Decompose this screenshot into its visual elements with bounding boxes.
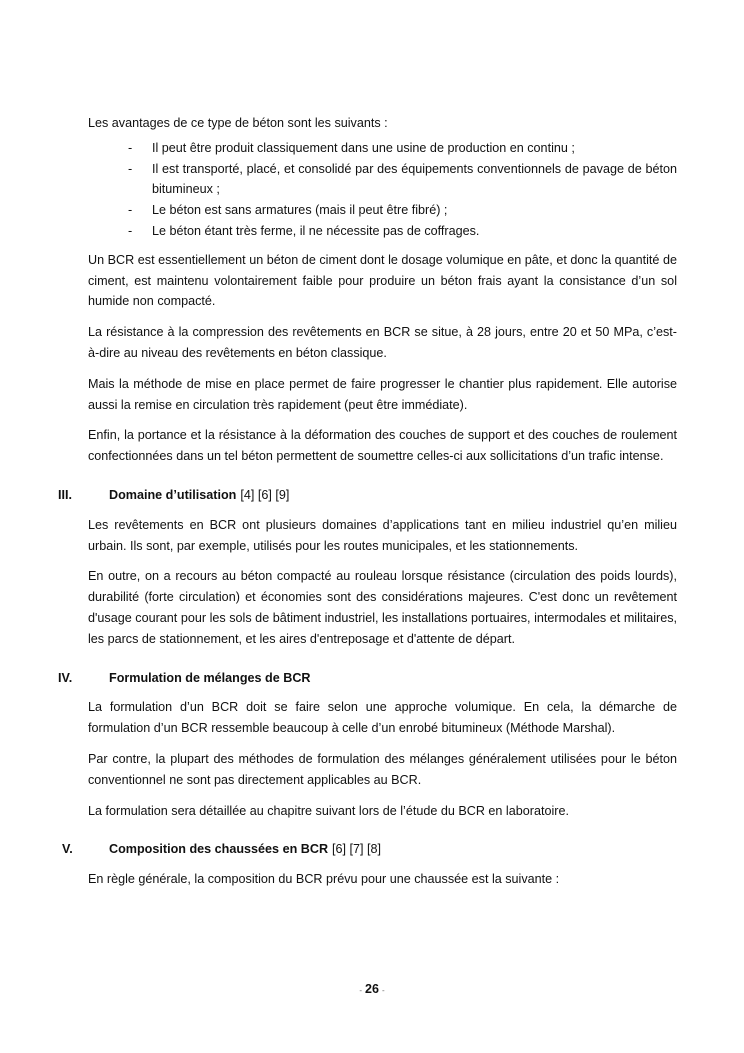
- paragraph: La formulation sera détaillée au chapitre suivant lors de l’étude du BCR en laboratoire.: [88, 803, 569, 818]
- section-title: Composition des chaussées en BCR: [109, 842, 329, 857]
- bullet-dash: -: [128, 203, 133, 218]
- section-title: Domaine d’utilisation: [109, 487, 237, 502]
- list-item: - Il est transporté, placé, et consolidé par des équipements conventionnels de pavage de béton bitumineux ;: [88, 159, 677, 201]
- section-title: Formulation de mélanges de BCR: [109, 670, 311, 685]
- bullet-dash: -: [128, 161, 133, 176]
- advantages-intro: Les avantages de ce type de béton sont les suivants :: [88, 116, 388, 130]
- page-number: 26: [365, 982, 379, 996]
- footer-tick-left: -: [359, 986, 363, 995]
- list-item: - Il peut être produit classiquement dans une usine de production en continu ;: [88, 138, 677, 159]
- paragraph: En règle générale, la composition du BCR prévu pour une chaussée est la suivante :: [88, 872, 560, 887]
- bullet-dash: -: [128, 140, 133, 155]
- advantages-list: [88, 138, 677, 242]
- page-body: [58, 113, 677, 900]
- list-item: - Le béton est sans armatures (mais il peut être fibré) ;: [88, 200, 677, 221]
- paragraph: Enfin, la portance et la résistance à la déformation des couches de support et des couches de roulement confectionnées dans un tel béton permettent de soumettre celles-ci aux sollicitations d’un trafic intense.: [88, 428, 677, 464]
- paragraph: La formulation d’un BCR doit se faire selon une approche volumique. En cela, la démarche de formulation d’un BCR ressemble beaucoup à celle d’un enrobé bitumineux (Méthode Marshal).: [88, 700, 677, 736]
- section-number: IV.: [58, 670, 73, 685]
- paragraph: Par contre, la plupart des méthodes de formulation des mélanges généralement utilisées pour le béton conventionnel ne sont pas directement applicables au BCR.: [88, 751, 677, 787]
- section-references: [6] [7] [8]: [332, 842, 382, 857]
- paragraph: Les revêtements en BCR ont plusieurs domaines d’applications tant en milieu industriel qu’en milieu urbain. Ils sont, par exemple, utilisés pour les routes municipales, et les stationnements.: [88, 517, 677, 553]
- section-number: V.: [62, 842, 73, 857]
- section-heading-iv: [58, 668, 677, 689]
- paragraph: Un BCR est essentiellement un béton de ciment dont le dosage volumique en pâte, et donc la quantité de ciment, est maintenu volontairement faible pour produire un béton frais ayant la consistance d’un sol humide non compacté.: [88, 252, 677, 309]
- section-references: [4] [6] [9]: [240, 487, 290, 502]
- page-footer: [0, 979, 744, 1002]
- paragraph: La résistance à la compression des revêtements en BCR se situe, à 28 jours, entre 20 et 50 MPa, c’est-à-dire au niveau des revêtements en béton classique.: [88, 325, 677, 360]
- section-number: III.: [58, 487, 72, 502]
- list-item: - Le béton étant très ferme, il ne nécessite pas de coffrages.: [88, 221, 677, 242]
- footer-tick-right: -: [381, 986, 385, 995]
- section-heading-iii: [58, 485, 677, 506]
- paragraph: En outre, on a recours au béton compacté au rouleau lorsque résistance (circulation des poids lourds), durabilité (forte circulation) et économies sont des considérations majeures. C'est donc un revêtement d'usage courant pour les sols de bâtiment industriel, les installations portuaires, intermodales et militaires, les parcs de stationnement, et les aires d'entreposage et d'attente de départ.: [88, 569, 677, 646]
- paragraph: Mais la méthode de mise en place permet de faire progresser le chantier plus rapidement. Elle autorise aussi la remise en circulation très rapidement (peut être immédiate).: [88, 376, 677, 412]
- bullet-dash: -: [128, 223, 133, 238]
- section-heading-v: [58, 839, 677, 860]
